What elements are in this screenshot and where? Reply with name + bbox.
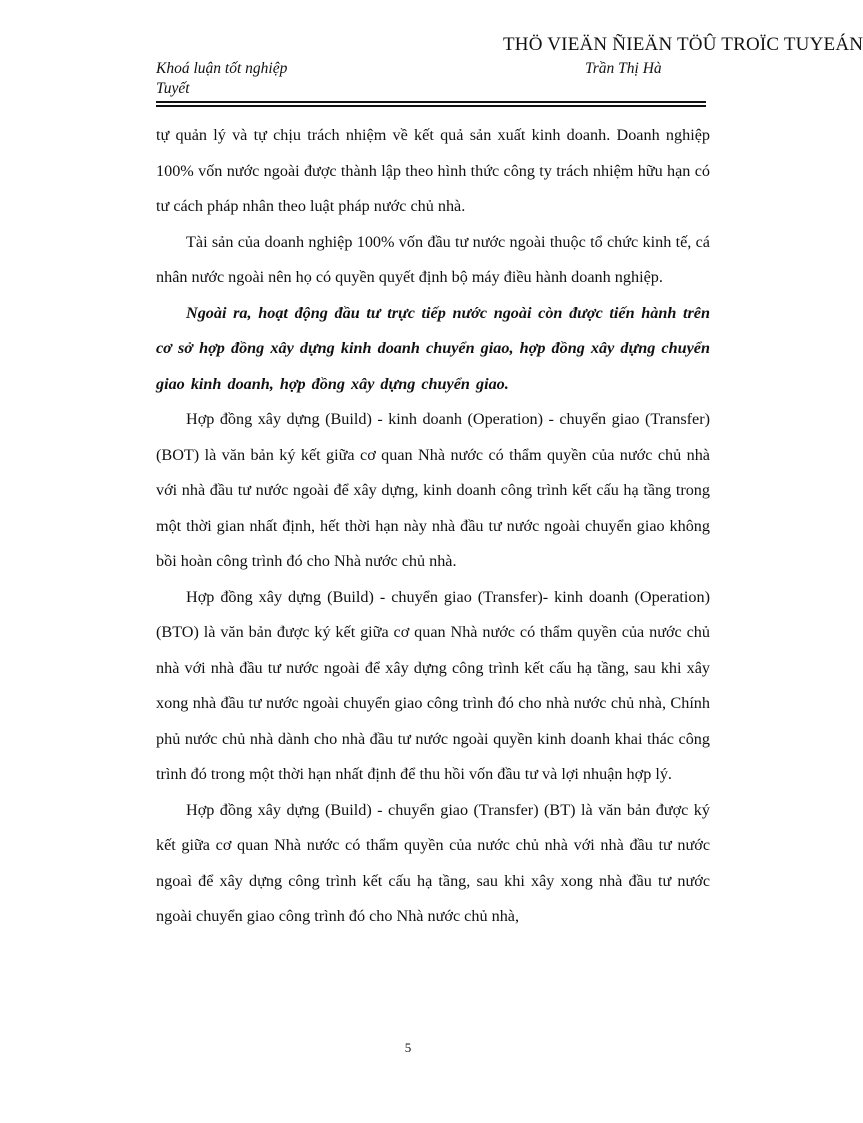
header-document-type: Khoá luận tốt nghiệp bbox=[156, 60, 288, 77]
paragraph-assets: Tài sản của doanh nghiệp 100% vốn đầu tư nước ngoài thuộc tổ chức kinh tế, cá nhân nước ngoài nên họ có quyền quyết định bộ máy điều hành doanh nghiệp. bbox=[156, 232, 710, 286]
paragraph-emphasis-contracts: Ngoài ra, hoạt động đầu tư trực tiếp nước ngoài còn được tiến hành trên cơ sở hợp đồng xây dựng kinh doanh chuyển giao, hợp đồng xây dựng chuyển giao kinh doanh, hợp đồng xây dựng chuyển giao. bbox=[156, 303, 710, 393]
header-author-name-continued: Tuyết bbox=[156, 80, 190, 97]
page-body bbox=[156, 118, 710, 935]
header-rule-bottom bbox=[156, 105, 706, 107]
paragraph-bot: Hợp đồng xây dựng (Build) - kinh doanh (Operation) - chuyển giao (Transfer) (BOT) là văn bản ký kết giữa cơ quan Nhà nước có thẩm quyền của nước chủ nhà với nhà đầu tư nước ngoài để xây dựng, kinh doanh công trình kết cấu hạ tầng trong một thời gian nhất định, hết thời hạn này nhà đầu tư nước ngoài chuyển giao không bồi hoàn công trình đó cho Nhà nước chủ nhà. bbox=[156, 410, 710, 570]
page-number: 5 bbox=[404, 1040, 412, 1055]
paragraph-bto: Hợp đồng xây dựng (Build) - chuyển giao (Transfer)- kinh doanh (Operation) (BTO) là văn bản được ký kết giữa cơ quan Nhà nước có thẩm quyền của nước chủ nhà với nhà đầu tư nước ngoài để xây dựng công trình kết cấu hạ tầng, sau khi xây xong nhà đầu tư nước ngoài chuyển giao công trình đó cho nhà nước chủ nhà, Chính phủ nước chủ nhà dành cho nhà đầu tư nước ngoài quyền kinh doanh khai thác công trình đó trong một thời hạn nhất định để thu hồi vốn đầu tư và lợi nhuận hợp lý. bbox=[156, 587, 710, 783]
paragraph-bt: Hợp đồng xây dựng (Build) - chuyển giao (Transfer) (BT) là văn bản được ký kết giữa cơ quan Nhà nước có thẩm quyền của nước chủ nhà với nhà đầu tư nước ngoaì để xây dựng công trình kết cấu hạ tầng, sau khi xây xong nhà đầu tư nước ngoài chuyển giao công trình đó cho Nhà nước chủ nhà, bbox=[156, 800, 710, 925]
paragraph-continued: tự quản lý và tự chịu trách nhiệm về kết quả sản xuất kinh doanh. Doanh nghiệp 100% vốn nước ngoài được thành lập theo hình thức công ty trách nhiệm hữu hạn có tư cách pháp nhân theo luật pháp nước chủ nhà. bbox=[156, 126, 710, 215]
header-author-name: Trần Thị Hà bbox=[585, 60, 662, 77]
header-rule-top bbox=[156, 101, 706, 103]
watermark-text: THÖ VIEÄN ÑIEÄN TÖÛ TROÏC TUYEÁN bbox=[503, 34, 863, 55]
